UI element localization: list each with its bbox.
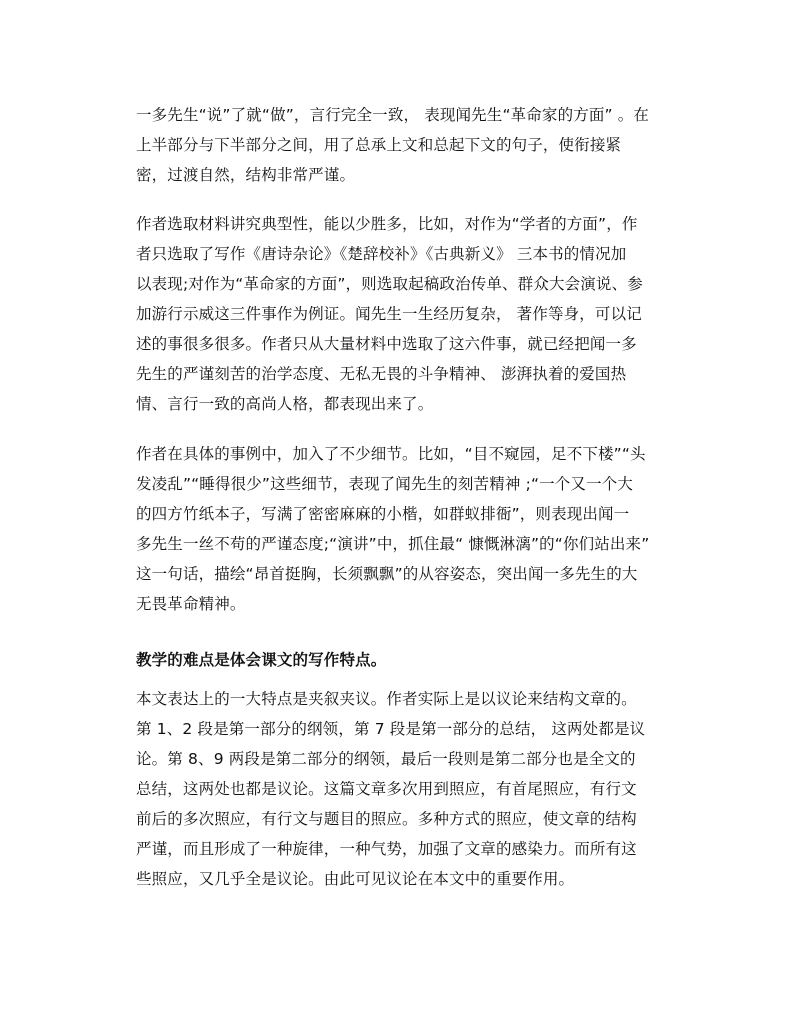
text-line: 无畏革命精神。 — [136, 595, 246, 613]
text-line: 先生的严谨刻苦的治学态度、无私无畏的斗争精神、 澎湃执着的爱国热 — [136, 365, 627, 383]
text-line: 些照应，又几乎全是议论。由此可见议论在本文中的重要作用。 — [136, 870, 575, 888]
text-line: 一多先生“说”了就“做”，言行完全一致， 表现闻先生“革命家的方面” 。在 — [136, 106, 650, 124]
text-line: 的四方竹纸本子，写满了密密麻麻的小楷，如群蚁排衙”，则表现出闻一 — [136, 505, 630, 523]
text-line: 作者在具体的事例中，加入了不少细节。比如，“目不窥园，足不下楼”“头 — [136, 445, 646, 463]
text-line: 论。第 8、9 两段是第二部分的纲领，最后一段则是第二部分也是全文的 — [136, 750, 636, 768]
text-line: 者只选取了写作《唐诗杂论》《楚辞校补》《古典新义》 三本书的情况加 — [136, 245, 627, 263]
paragraph-speech-action — [136, 100, 666, 190]
heading-text: 教学的难点是体会课文的写作特点。 — [136, 651, 387, 669]
section-heading — [136, 645, 666, 675]
paragraph-narration-argument — [136, 684, 666, 894]
text-line: 这一句话，描绘“昂首挺胸，长须飘飘”的从容姿态，突出闻一多先生的大 — [136, 565, 638, 583]
text-line: 上半部分与下半部分之间，用了总承上文和总起下文的句子，使衔接紧 — [136, 136, 622, 154]
paragraph-material-selection — [136, 209, 666, 419]
text-line: 多先生一丝不苟的严谨态度;“演讲”中，抓住最“ 慷慨淋漓”的“你们站出来” — [136, 535, 650, 553]
text-line: 第 1、2 段是第一部分的纲领，第 7 段是第一部分的总结， 这两处都是议 — [136, 720, 646, 738]
text-line: 述的事很多很多。作者只从大量材料中选取了这六件事，就已经把闻一多 — [136, 335, 637, 353]
paragraph-details — [136, 439, 666, 619]
text-line: 总结，这两处也都是议论。这篇文章多次用到照应，有首尾照应，有行文 — [136, 780, 637, 798]
text-line: 严谨，而且形成了一种旋律，一种气势，加强了文章的感染力。而所有这 — [136, 840, 637, 858]
text-line: 作者选取材料讲究典型性，能以少胜多，比如，对作为“学者的方面”，作 — [136, 215, 638, 233]
text-line: 加游行示威这三件事作为例证。闻先生一生经历复杂， 著作等身，可以记 — [136, 305, 642, 323]
text-line: 前后的多次照应，有行文与题目的照应。多种方式的照应，使文章的结构 — [136, 810, 637, 828]
text-line: 以表现;对作为“革命家的方面”，则选取起稿政治传单、群众大会演说、参 — [136, 275, 643, 293]
text-line: 密，过渡自然，结构非常严谨。 — [136, 166, 356, 184]
text-line: 发凌乱”“睡得很少”这些细节，表现了闻先生的刻苦精神 ;“一个又一个大 — [136, 475, 634, 493]
text-line: 本文表达上的一大特点是夹叙夹议。作者实际上是以议论来结构文章的。 — [136, 690, 637, 708]
text-line: 情、言行一致的高尚人格，都表现出来了。 — [136, 395, 434, 413]
